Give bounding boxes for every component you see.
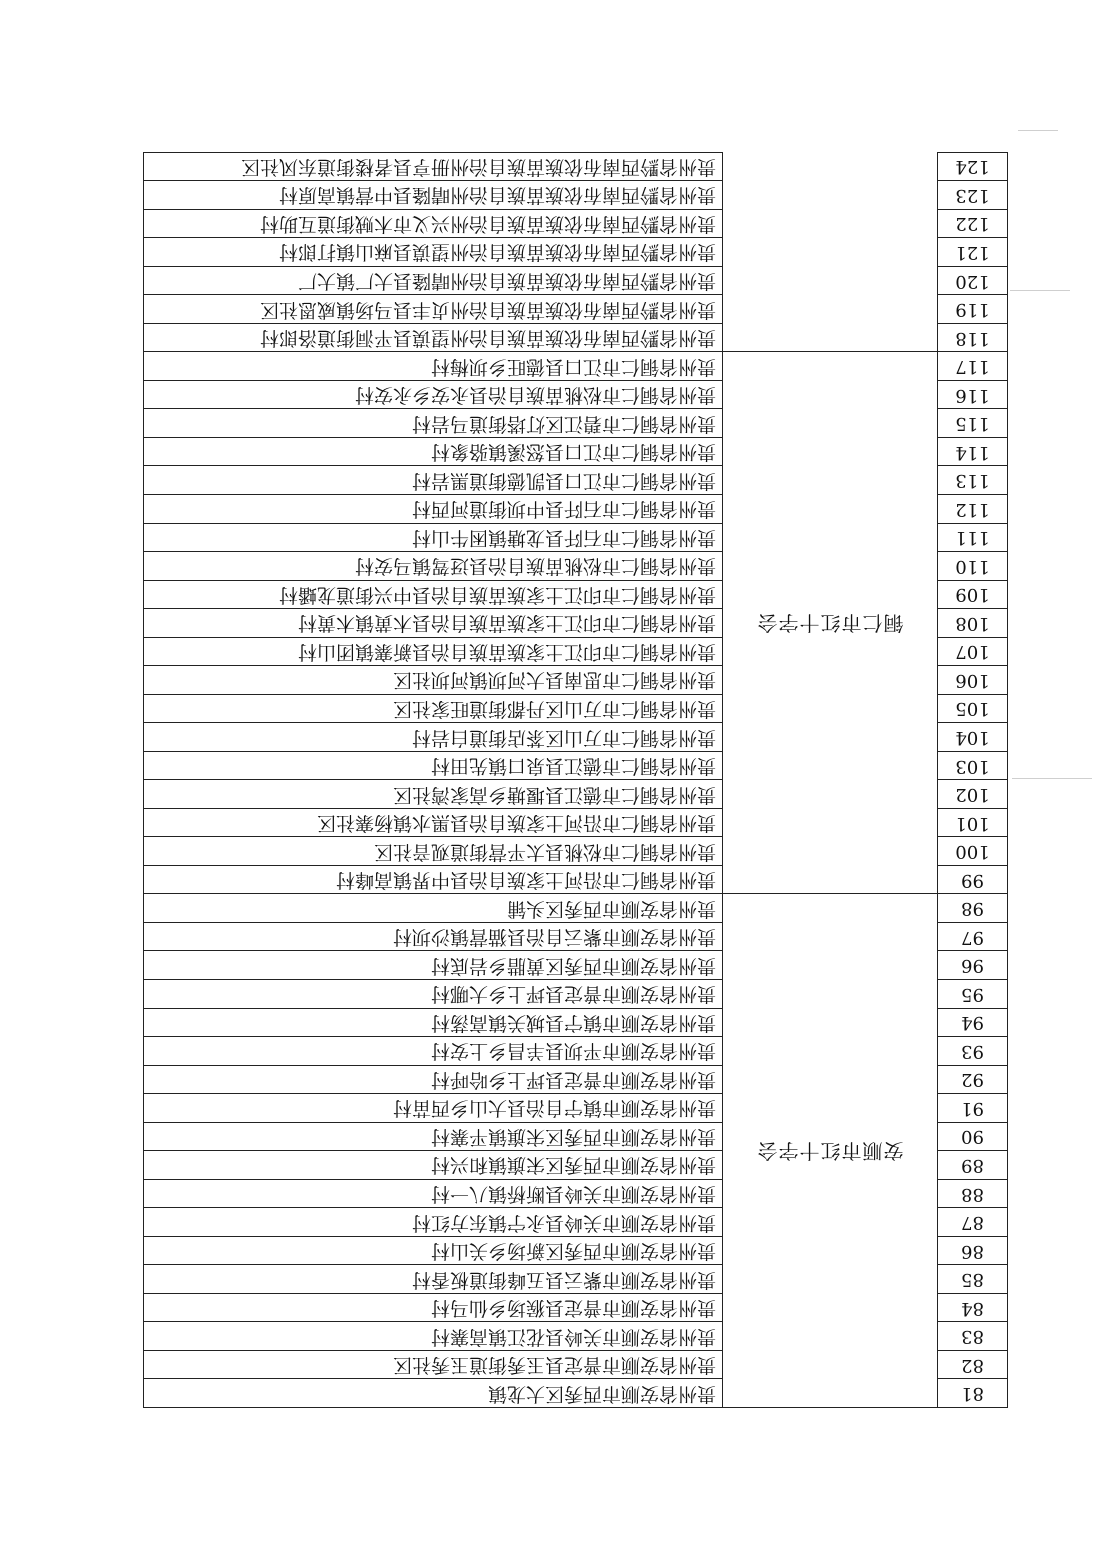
address-cell: 贵州省铜仁市印江土家族苗族自治县中兴街道龙蟠村 (144, 580, 723, 609)
address-cell: 贵州省安顺市普定县坪上乡大哪村 (144, 980, 723, 1009)
address-cell: 贵州省安顺市紫云自治县猫营镇沙坝村 (144, 922, 723, 951)
row-number: 83 (938, 1322, 1008, 1351)
organization-cell-empty (723, 323, 938, 352)
address-cell: 贵州省安顺市西秀区大龙镇 (144, 1379, 723, 1408)
address-cell: 贵州省铜仁市万山区茶店街道白岩村 (144, 723, 723, 752)
row-number: 108 (938, 609, 1008, 638)
address-cell: 贵州省安顺市普定县坪上乡哈呼村 (144, 1065, 723, 1094)
row-number: 122 (938, 209, 1008, 238)
address-cell: 贵州省铜仁市碧江区灯塔街道马岩村 (144, 409, 723, 438)
organization-cell-empty (723, 181, 938, 210)
address-cell: 贵州省黔西南布依族苗族自治州望谟县麻山镇打郎村 (144, 238, 723, 267)
table-row (144, 865, 1008, 894)
rotated-table-wrapper (144, 152, 1008, 1408)
address-cell: 贵州省铜仁市德江县堰塘乡高家湾社区 (144, 780, 723, 809)
table-row (144, 295, 1008, 324)
address-cell: 贵州省铜仁市石阡县龙塘镇困牛山村 (144, 523, 723, 552)
address-cell: 贵州省黔西南布依族苗族自治州册亨县者楼街道东风社区 (144, 152, 723, 181)
address-cell: 贵州省安顺市西秀区头铺 (144, 894, 723, 923)
organization-cell-empty (723, 295, 938, 324)
row-number: 121 (938, 238, 1008, 267)
row-number: 90 (938, 1122, 1008, 1151)
row-number: 109 (938, 580, 1008, 609)
address-cell: 贵州省安顺市西秀区宋旗镇和兴村 (144, 1151, 723, 1180)
address-cell: 贵州省安顺市西秀区黄腊乡岩底村 (144, 951, 723, 980)
address-cell: 贵州省安顺市普定县猴场乡仙马村 (144, 1293, 723, 1322)
scan-artifact (1010, 290, 1070, 291)
table-row (144, 238, 1008, 267)
table-row (144, 181, 1008, 210)
village-list-table (143, 152, 1008, 1408)
address-cell: 贵州省安顺市紫云县五峰街道板香村 (144, 1265, 723, 1294)
address-cell: 贵州省铜仁市万山区丹都街道旺家社区 (144, 694, 723, 723)
row-number: 99 (938, 865, 1008, 894)
row-number: 94 (938, 1008, 1008, 1037)
address-cell: 贵州省铜仁市江口县怒溪镇骆象村 (144, 437, 723, 466)
table-row (144, 266, 1008, 295)
row-number: 104 (938, 723, 1008, 752)
address-cell: 贵州省铜仁市石阡县中坝街道河西村 (144, 495, 723, 524)
table-body (144, 152, 1008, 1407)
address-cell: 贵州省安顺市镇宁县城关镇高荡村 (144, 1008, 723, 1037)
address-cell: 贵州省铜仁市江口县德旺乡坝梅村 (144, 352, 723, 381)
row-number: 88 (938, 1179, 1008, 1208)
row-number: 98 (938, 894, 1008, 923)
address-cell: 贵州省黔西南布依族苗族自治州晴隆县大厂镇大厂 (144, 266, 723, 295)
organization-cell: 铜仁市红十字会 (723, 352, 938, 894)
address-cell: 贵州省安顺市关岭县断桥镇八一村 (144, 1179, 723, 1208)
row-number: 89 (938, 1151, 1008, 1180)
address-cell: 贵州省铜仁市松桃苗族自治县迓驾镇马安村 (144, 552, 723, 581)
address-cell: 贵州省安顺市关岭县花江镇高寨村 (144, 1322, 723, 1351)
row-number: 102 (938, 780, 1008, 809)
address-cell: 贵州省安顺市关岭县永宁镇东方红村 (144, 1208, 723, 1237)
address-cell: 贵州省铜仁市印江土家族苗族自治县木黄镇木黄村 (144, 609, 723, 638)
row-number: 106 (938, 666, 1008, 695)
row-number: 110 (938, 552, 1008, 581)
row-number: 96 (938, 951, 1008, 980)
address-cell: 贵州省铜仁市德江县泉口镇先田村 (144, 751, 723, 780)
address-cell: 贵州省铜仁市松桃县太平营街道观音社区 (144, 837, 723, 866)
row-number: 116 (938, 380, 1008, 409)
address-cell: 贵州省安顺市平坝县羊昌乡上安村 (144, 1037, 723, 1066)
row-number: 107 (938, 637, 1008, 666)
address-cell: 贵州省安顺市普定县玉秀街道玉秀社区 (144, 1350, 723, 1379)
table-row (144, 1379, 1008, 1408)
row-number: 115 (938, 409, 1008, 438)
organization-cell: 安顺市红十字会 (723, 894, 938, 1408)
row-number: 105 (938, 694, 1008, 723)
row-number: 93 (938, 1037, 1008, 1066)
row-number: 101 (938, 808, 1008, 837)
organization-cell-empty (723, 266, 938, 295)
row-number: 86 (938, 1236, 1008, 1265)
row-number: 112 (938, 495, 1008, 524)
row-number: 113 (938, 466, 1008, 495)
row-number: 120 (938, 266, 1008, 295)
address-cell: 贵州省铜仁市松桃苗族自治县永安乡永安村 (144, 380, 723, 409)
row-number: 111 (938, 523, 1008, 552)
address-cell: 贵州省黔西南布依族苗族自治州兴义市木贼街道互助村 (144, 209, 723, 238)
organization-cell-empty (723, 209, 938, 238)
address-cell: 贵州省黔西南布依族苗族自治州晴隆县中营镇高原村 (144, 181, 723, 210)
address-cell: 贵州省黔西南布依族苗族自治州望谟县平洞街道洛郎村 (144, 323, 723, 352)
row-number: 100 (938, 837, 1008, 866)
row-number: 114 (938, 437, 1008, 466)
table-row (144, 323, 1008, 352)
address-cell: 贵州省铜仁市沿河土家族自治县中界镇高峰村 (144, 865, 723, 894)
organization-cell-empty (723, 152, 938, 181)
address-cell: 贵州省铜仁市思南县大河坝镇河坝社区 (144, 666, 723, 695)
address-cell: 贵州省黔西南布依族苗族自治州贞丰县马场镇威恩社区 (144, 295, 723, 324)
row-number: 85 (938, 1265, 1008, 1294)
table-row (144, 209, 1008, 238)
row-number: 95 (938, 980, 1008, 1009)
address-cell: 贵州省铜仁市印江土家族苗族自治县新寨镇团山村 (144, 637, 723, 666)
row-number: 119 (938, 295, 1008, 324)
row-number: 103 (938, 751, 1008, 780)
address-cell: 贵州省安顺市西秀区新场乡关山村 (144, 1236, 723, 1265)
row-number: 81 (938, 1379, 1008, 1408)
row-number: 117 (938, 352, 1008, 381)
row-number: 92 (938, 1065, 1008, 1094)
scan-artifact (1012, 778, 1092, 779)
row-number: 84 (938, 1293, 1008, 1322)
address-cell: 贵州省铜仁市沿河土家族自治县黑水镇杨寨社区 (144, 808, 723, 837)
address-cell: 贵州省安顺市西秀区宋旗镇平寨村 (144, 1122, 723, 1151)
address-cell: 贵州省铜仁市江口县凯德街道黑岩村 (144, 466, 723, 495)
row-number: 123 (938, 181, 1008, 210)
row-number: 97 (938, 922, 1008, 951)
organization-cell-empty (723, 238, 938, 267)
table-row (144, 152, 1008, 181)
row-number: 91 (938, 1094, 1008, 1123)
scan-artifact (1018, 130, 1058, 131)
row-number: 82 (938, 1350, 1008, 1379)
row-number: 87 (938, 1208, 1008, 1237)
address-cell: 贵州省安顺市镇宁自治县大山乡西苗村 (144, 1094, 723, 1123)
row-number: 118 (938, 323, 1008, 352)
row-number: 124 (938, 152, 1008, 181)
